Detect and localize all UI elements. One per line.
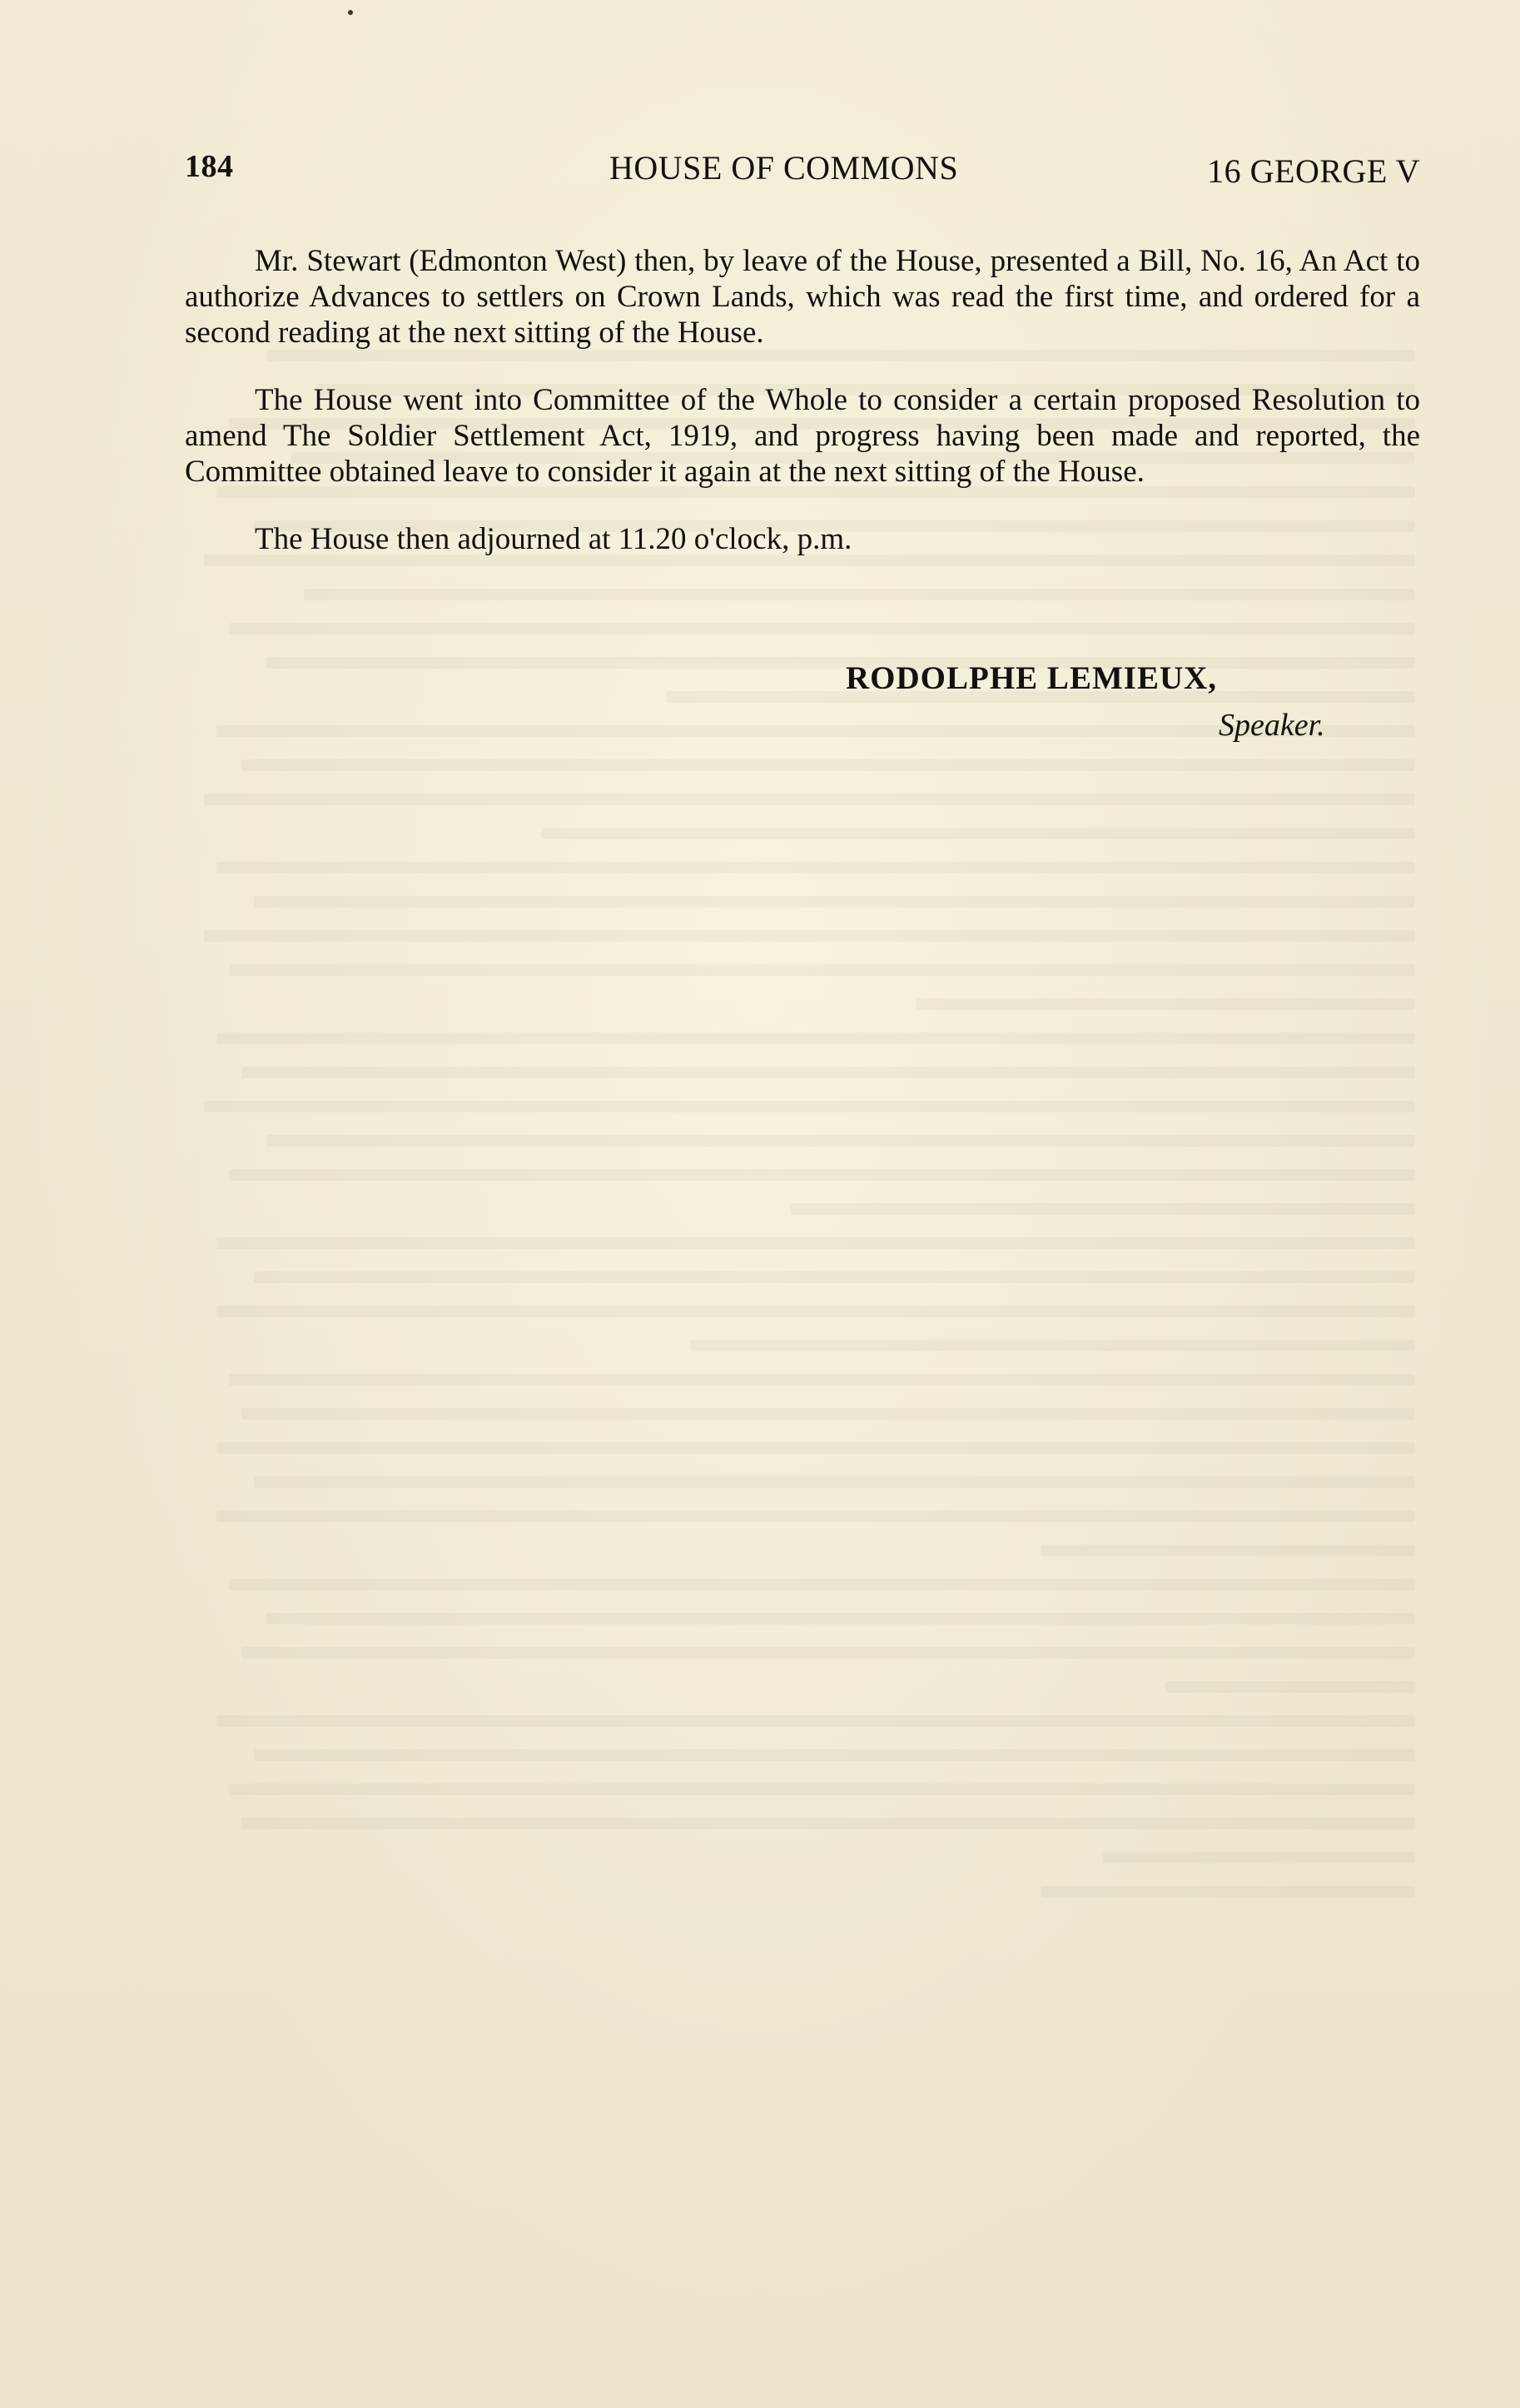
running-header <box>185 148 1420 198</box>
page-number: 184 <box>185 149 234 184</box>
running-title: HOUSE OF COMMONS <box>609 149 959 187</box>
ink-speck <box>348 10 353 15</box>
signatory-name: RODOLPHE LEMIEUX, <box>846 660 1218 696</box>
paragraph-bill-introduction: Mr. Stewart (Edmonton West) then, by leave of the House, presented a Bill, No. 16, An Act to authorize Advances to settlers on Crown Lands, which was read the first time, and ordered for a second reading at the next sitting of the House. <box>185 244 1420 350</box>
show-through-background <box>166 350 1415 2248</box>
signature-block <box>846 659 1345 744</box>
body-text <box>185 243 1420 589</box>
paragraph-adjournment: The House then adjourned at 11.20 o'clock, p.m. <box>255 522 852 556</box>
signatory-title: Speaker. <box>1219 708 1325 743</box>
paragraph-committee-of-whole: The House went into Committee of the Whole to consider a certain proposed Resolution to amend The Soldier Settlement Act, 1919, and progress having been made and reported, the Committee obtained leave to consider it again at the next sitting of the House. <box>185 383 1420 489</box>
regnal-year: 16 GEORGE V <box>1207 152 1420 190</box>
